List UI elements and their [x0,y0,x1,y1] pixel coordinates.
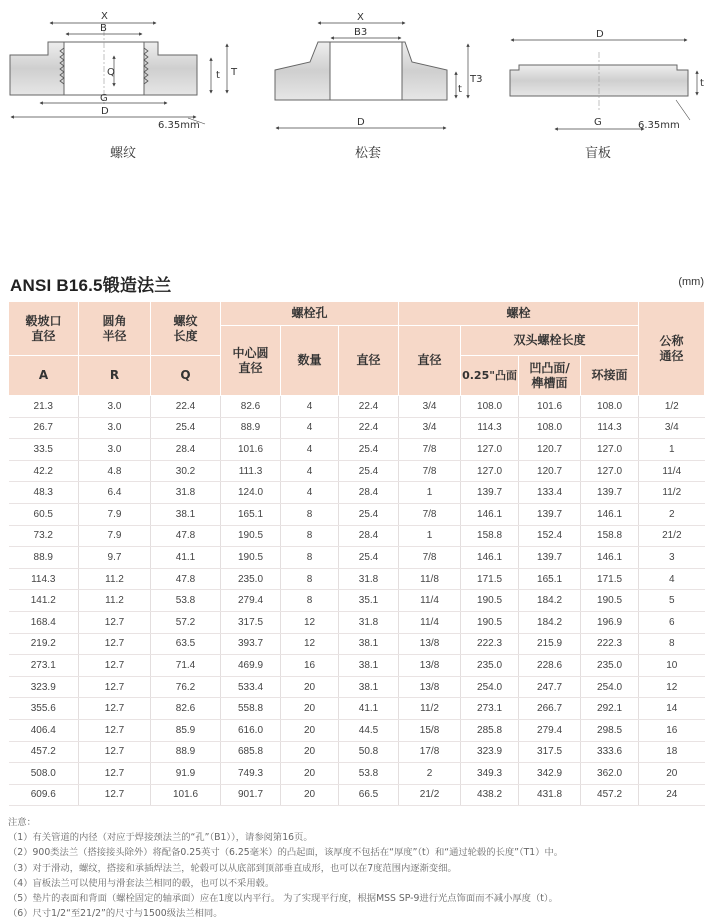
table-cell: 8 [281,590,339,612]
table-cell: 60.5 [9,503,79,525]
table-cell: 457.2 [581,784,639,806]
table-cell: 38.1 [339,633,399,655]
table-cell: 111.3 [221,460,281,482]
table-cell: 235.0 [461,655,519,677]
table-cell: 247.7 [519,676,581,698]
header-male-female: 凹凸面/榫槽面 [519,356,581,396]
table-cell: 171.5 [461,568,519,590]
table-cell: 66.5 [339,784,399,806]
table-cell: 31.8 [339,611,399,633]
table-cell: 11/8 [399,568,461,590]
table-cell: 3.0 [79,439,151,461]
label-b3: B3 [354,27,368,38]
table-cell: 393.7 [221,633,281,655]
table-cell: 3/4 [399,417,461,439]
header-hole-diameter: 直径 [339,326,399,396]
header-pitch-circle: 中心圆直径 [221,326,281,396]
header-bolt: 螺栓 [399,302,639,326]
table-cell: 298.5 [581,719,639,741]
table-cell: 14 [639,698,705,720]
label-raise: 6.35mm [158,120,200,131]
table-cell: 30.2 [151,460,221,482]
table-cell: 4.8 [79,460,151,482]
table-cell: 190.5 [461,611,519,633]
flange-dimension-table [8,301,705,806]
table-cell: 146.1 [581,503,639,525]
table-cell: 7/8 [399,460,461,482]
table-cell: 20 [281,698,339,720]
table-cell: 1 [399,482,461,504]
table-cell: 120.7 [519,439,581,461]
table-cell: 12 [281,633,339,655]
table-cell: 11/2 [639,482,705,504]
label-t3b: t [700,78,704,89]
table-cell: 1/2 [639,396,705,418]
table-cell: 20 [639,763,705,785]
table-cell: 13/8 [399,633,461,655]
table-cell: 6.4 [79,482,151,504]
label-x: X [101,11,108,22]
table-cell: 139.7 [581,482,639,504]
table-cell: 41.1 [151,547,221,569]
header-fillet-radius: 圆角半径 [79,302,151,356]
table-cell: 38.1 [339,676,399,698]
note-line: （1）有关管道的内径（对应于焊接颈法兰的“孔”（B1）），请参阅第16页。 [8,832,313,844]
table-cell: 431.8 [519,784,581,806]
table-cell: 2 [399,763,461,785]
table-cell: 266.7 [519,698,581,720]
table-cell: 8 [281,547,339,569]
header-thread-length: 螺纹长度 [151,302,221,356]
label-b: B [100,23,107,34]
table-cell: 235.0 [221,568,281,590]
table-cell: 127.0 [581,460,639,482]
table-cell: 11/4 [399,611,461,633]
table-cell: 38.1 [339,655,399,677]
table-cell: 8 [281,525,339,547]
table-cell: 28.4 [339,525,399,547]
label-x2: X [357,12,364,23]
table-cell: 12.7 [79,698,151,720]
table-row [9,719,705,741]
table-cell: 53.8 [151,590,221,612]
table-cell: 12.7 [79,676,151,698]
table-cell: 190.5 [581,590,639,612]
table-cell: 13/8 [399,655,461,677]
table-row [9,482,705,504]
page-title: ANSI B16.5锻造法兰 [10,276,172,295]
table-cell: 25.4 [339,547,399,569]
table-row [9,763,705,785]
table-cell: 342.9 [519,763,581,785]
table-cell: 4 [281,482,339,504]
table-cell: 33.5 [9,439,79,461]
table-cell: 317.5 [221,611,281,633]
header-stud-length: 双头螺栓长度 [461,326,639,356]
table-cell: 127.0 [461,460,519,482]
table-row [9,784,705,806]
table-cell: 3.0 [79,417,151,439]
table-cell: 9.7 [79,547,151,569]
table-cell: 158.8 [581,525,639,547]
table-cell: 35.1 [339,590,399,612]
table-cell: 88.9 [151,741,221,763]
note-line: （3）对于滑动，螺纹，搭接和承插焊法兰，轮毂可以从底部到顶部垂直成形，也可以在7度范围内逐渐变细。 [8,862,457,874]
table-body [9,396,705,806]
table-cell: 12.7 [79,719,151,741]
table-cell: 235.0 [581,655,639,677]
table-cell: 279.4 [221,590,281,612]
table-cell: 533.4 [221,676,281,698]
table-cell: 1 [639,439,705,461]
table-cell: 222.3 [581,633,639,655]
table-cell: 165.1 [519,568,581,590]
table-cell: 3 [639,547,705,569]
table-cell: 101.6 [519,396,581,418]
table-row [9,547,705,569]
table-cell: 4 [281,439,339,461]
table-cell: 31.8 [339,568,399,590]
label-g3: G [594,117,602,128]
table-cell: 901.7 [221,784,281,806]
header-q-symbol: Q [151,356,221,396]
table-cell: 108.0 [581,396,639,418]
table-cell: 508.0 [9,763,79,785]
label-d2: D [357,117,365,128]
table-cell: 11/4 [639,460,705,482]
table-cell: 38.1 [151,503,221,525]
table-cell: 141.2 [9,590,79,612]
table-cell: 12.7 [79,784,151,806]
table-cell: 11.2 [79,590,151,612]
table-cell: 25.4 [339,460,399,482]
table-cell: 21/2 [399,784,461,806]
header-nominal-size: 公称通径 [639,302,705,396]
table-cell: 20 [281,741,339,763]
table-cell: 13/8 [399,676,461,698]
label-q: Q [107,67,115,78]
table-cell: 12.7 [79,741,151,763]
table-cell: 17/8 [399,741,461,763]
table-cell: 20 [281,719,339,741]
table-cell: 323.9 [9,676,79,698]
table-cell: 28.4 [151,439,221,461]
table-cell: 222.3 [461,633,519,655]
table-cell: 139.7 [461,482,519,504]
table-cell: 3/4 [639,417,705,439]
table-cell: 152.4 [519,525,581,547]
table-row [9,633,705,655]
table-cell: 12.7 [79,763,151,785]
table-cell: 91.9 [151,763,221,785]
table-cell: 24 [639,784,705,806]
table-row [9,741,705,763]
table-cell: 12 [639,676,705,698]
note-line: （6）尺寸1/2“至21/2”的尺寸与1500级法兰相同。 [8,908,223,920]
table-cell: 184.2 [519,611,581,633]
table-row [9,698,705,720]
table-cell: 254.0 [461,676,519,698]
table-cell: 20 [281,784,339,806]
table-cell: 12.7 [79,655,151,677]
table-cell: 196.9 [581,611,639,633]
table-cell: 333.6 [581,741,639,763]
table-cell: 616.0 [221,719,281,741]
note-line: （2）900类法兰（搭接接头除外）将配备0.25英寸（6.25毫米）的凸起面，该厚度不包括在“厚度”（t）和“通过轮毂的长度”（T1）中。 [8,847,564,859]
header-r-symbol: R [79,356,151,396]
table-cell: 101.6 [151,784,221,806]
table-cell: 108.0 [461,396,519,418]
unit-label: (mm) [678,276,704,288]
table-cell: 25.4 [339,503,399,525]
table-cell: 7.9 [79,503,151,525]
header-hub-bevel: 毂坡口直径 [9,302,79,356]
table-cell: 127.0 [581,439,639,461]
threaded-flange-drawing [10,11,238,131]
table-cell: 82.6 [221,396,281,418]
table-cell: 28.4 [339,482,399,504]
table-cell: 469.9 [221,655,281,677]
table-cell: 48.3 [9,482,79,504]
table-cell: 133.4 [519,482,581,504]
table-cell: 22.4 [339,417,399,439]
table-row [9,655,705,677]
table-cell: 190.5 [221,525,281,547]
table-row [9,525,705,547]
table-cell: 406.4 [9,719,79,741]
table-cell: 108.0 [519,417,581,439]
table-cell: 25.4 [151,417,221,439]
table-cell: 41.1 [339,698,399,720]
table-cell: 127.0 [461,439,519,461]
table-cell: 8 [281,568,339,590]
table-cell: 6 [639,611,705,633]
table-cell: 184.2 [519,590,581,612]
table-cell: 219.2 [9,633,79,655]
table-cell: 139.7 [519,503,581,525]
flange-diagrams [0,0,712,170]
lap-joint-flange-drawing [275,12,482,128]
table-cell: 171.5 [581,568,639,590]
table-cell: 8 [639,633,705,655]
table-cell: 457.2 [9,741,79,763]
table-row [9,417,705,439]
blind-flange-drawing [510,29,704,131]
caption-threaded: 螺纹 [110,146,137,161]
table-cell: 12.7 [79,611,151,633]
table-cell: 4 [281,417,339,439]
note-line: （5）垫片的表面和背面（螺栓固定的轴承面）应在1度以内平行。 为了实现平行度，根据MSS SP-9进行光点饰面而不减小厚度（t）。 [8,893,558,905]
table-cell: 139.7 [519,547,581,569]
table-cell: 21/2 [639,525,705,547]
table-cell: 2 [639,503,705,525]
table-cell: 42.2 [9,460,79,482]
table-cell: 292.1 [581,698,639,720]
caption-lap-joint: 松套 [355,146,382,161]
table-cell: 317.5 [519,741,581,763]
table-cell: 7/8 [399,547,461,569]
table-cell: 11/2 [399,698,461,720]
table-cell: 273.1 [461,698,519,720]
caption-blind: 盲板 [585,146,612,161]
table-row [9,439,705,461]
label-d3: D [596,29,604,40]
table-cell: 7/8 [399,503,461,525]
table-cell: 190.5 [461,590,519,612]
table-cell: 12 [281,611,339,633]
table-cell: 73.2 [9,525,79,547]
table-cell: 355.6 [9,698,79,720]
table-cell: 16 [281,655,339,677]
table-cell: 18 [639,741,705,763]
table-cell: 254.0 [581,676,639,698]
header-count: 数量 [281,326,339,396]
table-cell: 362.0 [581,763,639,785]
header-bolt-diameter: 直径 [399,326,461,396]
table-cell: 349.3 [461,763,519,785]
table-cell: 749.3 [221,763,281,785]
table-cell: 101.6 [221,439,281,461]
table-cell: 279.4 [519,719,581,741]
table-cell: 20 [281,763,339,785]
table-row [9,590,705,612]
table-cell: 114.3 [461,417,519,439]
table-cell: 215.9 [519,633,581,655]
table-row [9,396,705,418]
table-cell: 20 [281,676,339,698]
table-cell: 85.9 [151,719,221,741]
label-raise3: 6.35mm [638,120,680,131]
table-cell: 5 [639,590,705,612]
table-cell: 146.1 [581,547,639,569]
table-cell: 1 [399,525,461,547]
table-cell: 22.4 [151,396,221,418]
table-row [9,611,705,633]
table-cell: 63.5 [151,633,221,655]
table-row [9,503,705,525]
table-cell: 21.3 [9,396,79,418]
table-cell: 438.2 [461,784,519,806]
table-cell: 11/4 [399,590,461,612]
table-row [9,460,705,482]
table-cell: 53.8 [339,763,399,785]
table-cell: 4 [281,396,339,418]
table-cell: 168.4 [9,611,79,633]
table-cell: 146.1 [461,503,519,525]
table-cell: 124.0 [221,482,281,504]
table-cell: 120.7 [519,460,581,482]
table-cell: 8 [281,503,339,525]
table-cell: 47.8 [151,568,221,590]
table-cell: 609.6 [9,784,79,806]
label-g: G [100,93,108,104]
table-cell: 558.8 [221,698,281,720]
table-cell: 31.8 [151,482,221,504]
table-cell: 114.3 [581,417,639,439]
table-cell: 71.4 [151,655,221,677]
table-cell: 22.4 [339,396,399,418]
table-cell: 50.8 [339,741,399,763]
table-cell: 88.9 [9,547,79,569]
table-row [9,676,705,698]
label-t-big: T [231,67,238,78]
table-cell: 76.2 [151,676,221,698]
label-t-small: t [216,70,220,81]
table-cell: 114.3 [9,568,79,590]
table-cell: 10 [639,655,705,677]
note-line: 注意： [8,817,36,828]
table-cell: 4 [281,460,339,482]
table-cell: 57.2 [151,611,221,633]
table-cell: 44.5 [339,719,399,741]
table-cell: 11.2 [79,568,151,590]
table-cell: 146.1 [461,547,519,569]
table-cell: 4 [639,568,705,590]
table-cell: 190.5 [221,547,281,569]
table-cell: 165.1 [221,503,281,525]
table-cell: 3.0 [79,396,151,418]
table-cell: 7/8 [399,439,461,461]
table-cell: 285.8 [461,719,519,741]
notes-section [8,815,563,921]
table-cell: 25.4 [339,439,399,461]
table-row [9,568,705,590]
table-cell: 82.6 [151,698,221,720]
table-cell: 26.7 [9,417,79,439]
header-raised-face: 0.25"凸面 [461,356,519,396]
header-a-symbol: A [9,356,79,396]
table-cell: 47.8 [151,525,221,547]
table-cell: 323.9 [461,741,519,763]
table-cell: 88.9 [221,417,281,439]
table-cell: 228.6 [519,655,581,677]
table-cell: 15/8 [399,719,461,741]
table-cell: 273.1 [9,655,79,677]
table-cell: 685.8 [221,741,281,763]
header-ring-joint: 环接面 [581,356,639,396]
table-cell: 12.7 [79,633,151,655]
label-t3: T3 [470,74,483,85]
label-t2: t [458,84,462,95]
header-bolt-hole: 螺栓孔 [221,302,399,326]
note-line: （4）盲板法兰可以使用与滑套法兰相同的毂，也可以不采用毂。 [8,877,275,889]
table-cell: 7.9 [79,525,151,547]
table-cell: 16 [639,719,705,741]
table-cell: 158.8 [461,525,519,547]
label-d: D [101,106,109,117]
table-cell: 3/4 [399,396,461,418]
